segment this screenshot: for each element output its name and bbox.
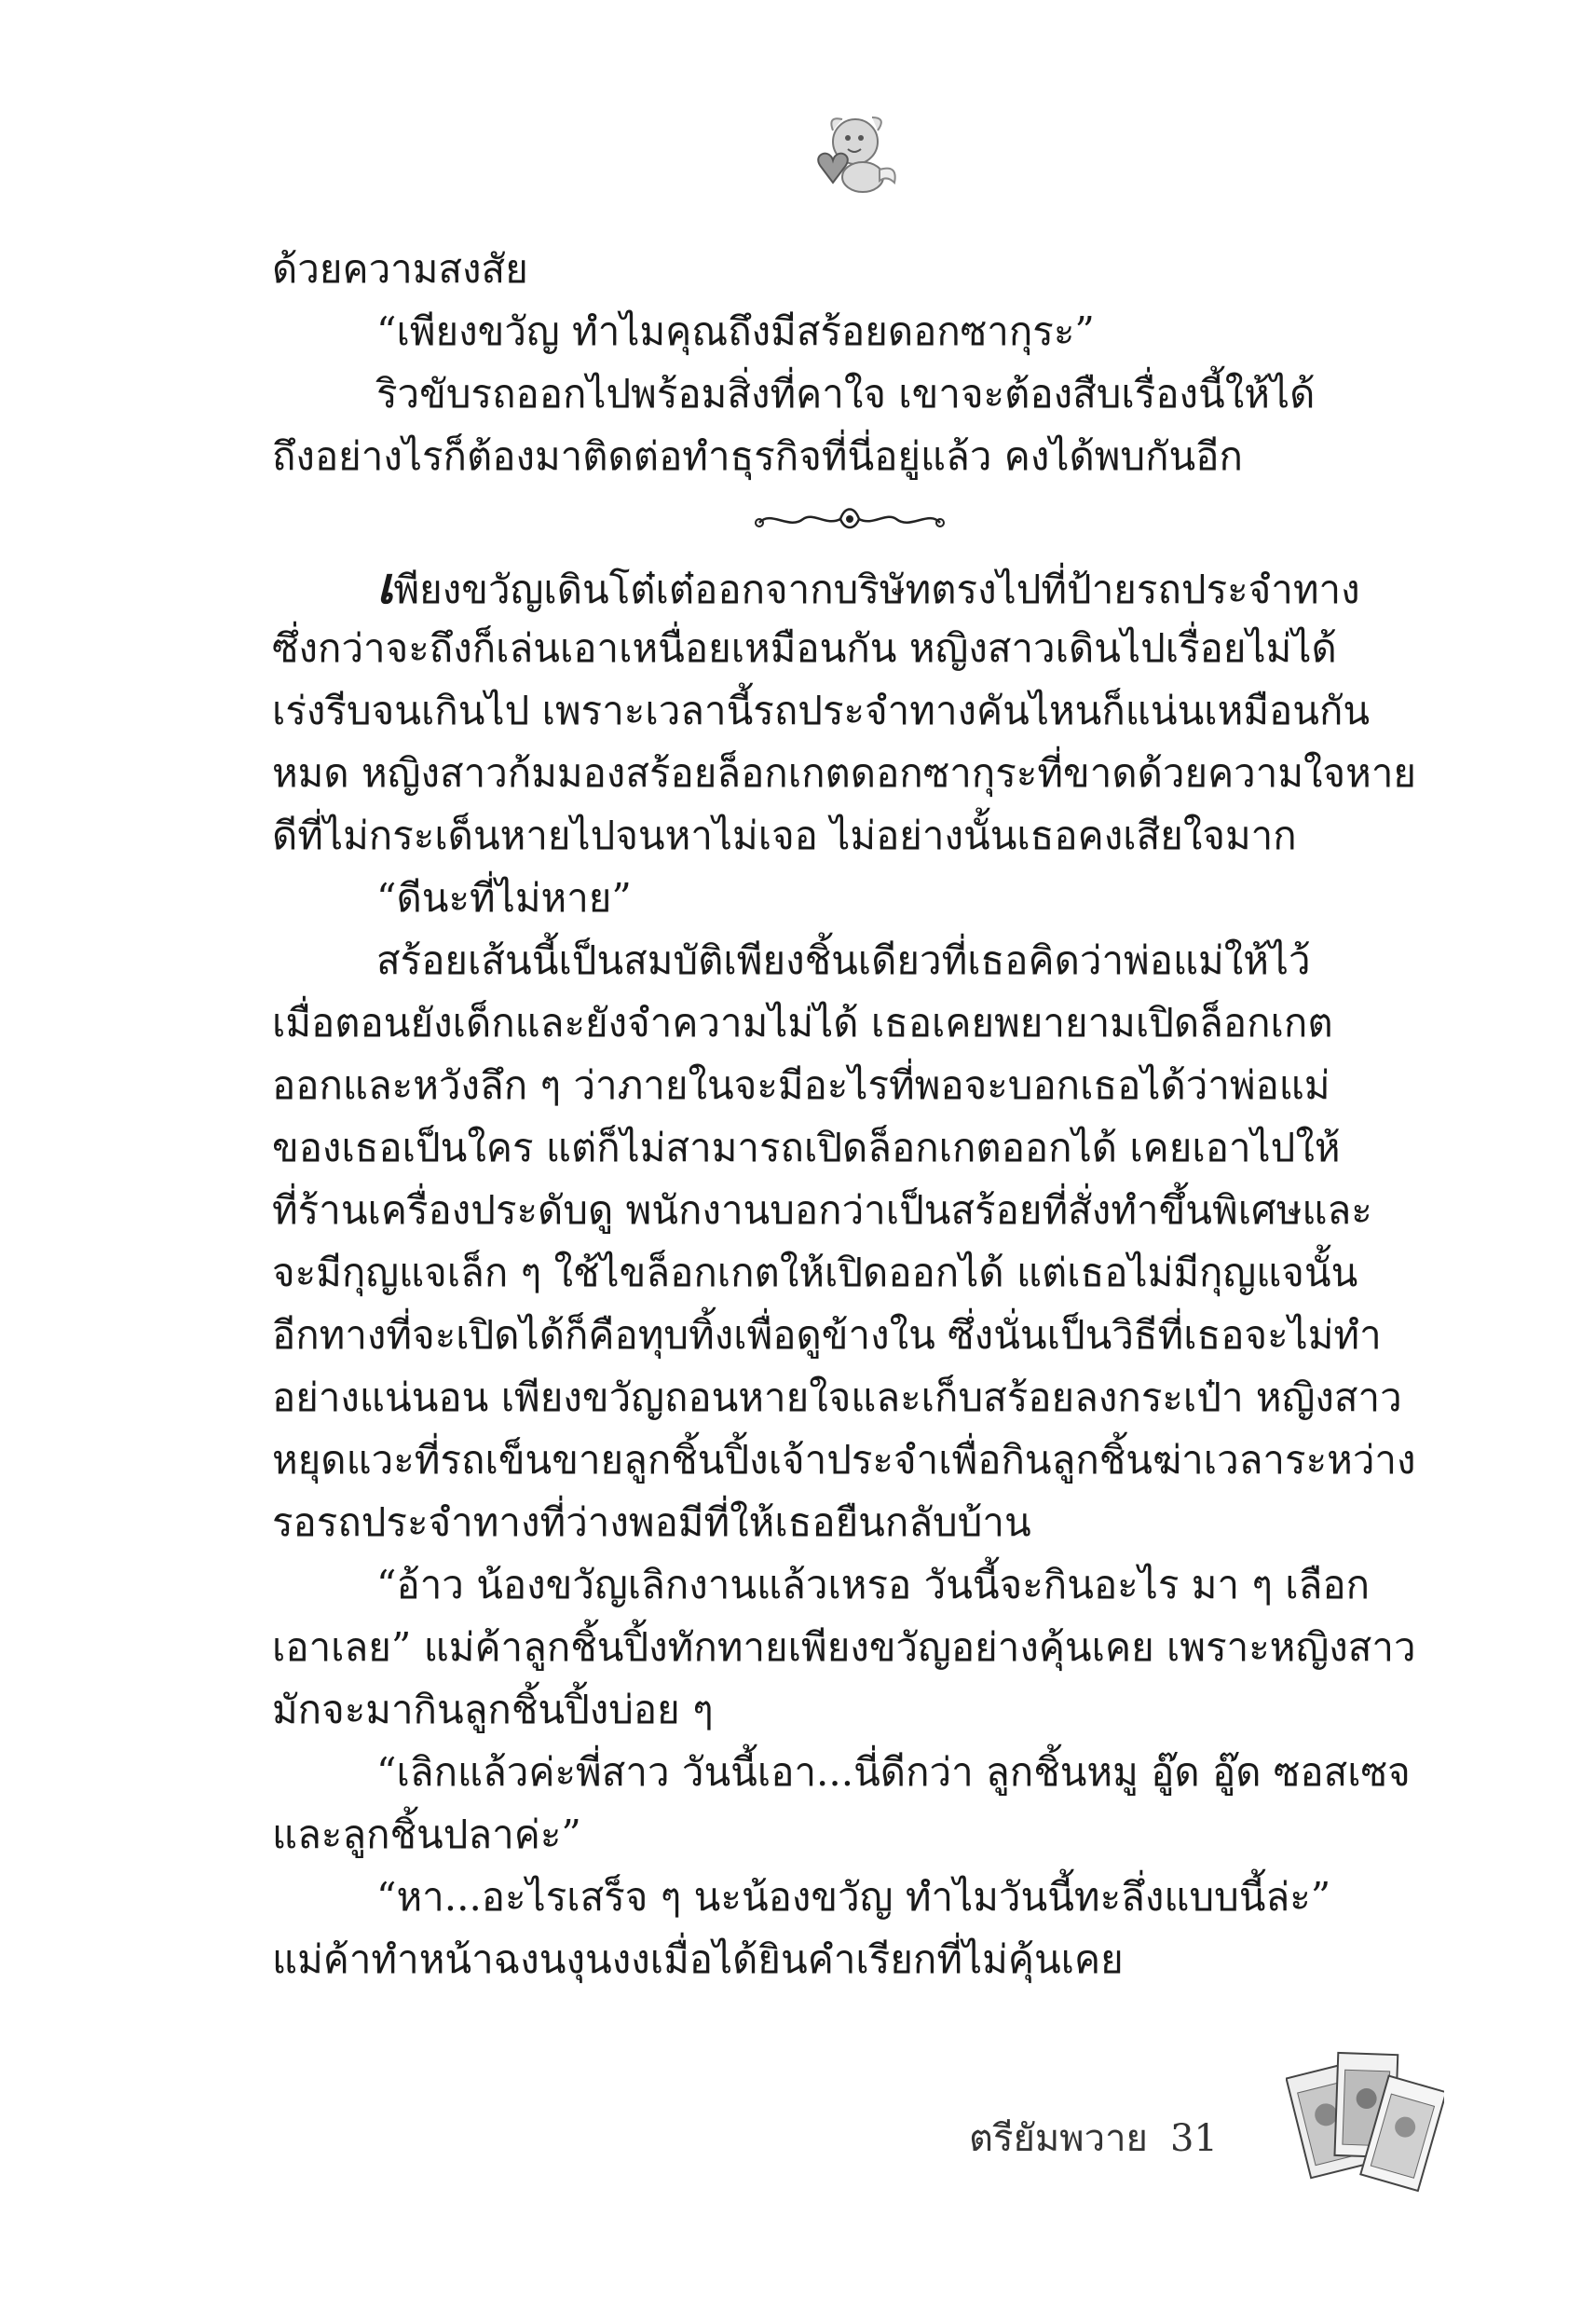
scroll-ornament-icon xyxy=(272,487,1427,554)
text-line: ด้วยความสงสัย xyxy=(272,246,528,292)
text-line: หมด หญิงสาวก้มมองสร้อยล็อกเกตดอกซากุระที่ขาดด้วยความใจหาย xyxy=(272,750,1417,796)
text-line: ซึ่งกว่าจะถึงก็เล่นเอาเหนื่อยเหมือนกัน หญิงสาวเดินไปเรื่อยไม่ได้ xyxy=(272,625,1337,671)
paragraph-line: สร้อยเส้นนี้เป็นสมบัติเพียงชิ้นเดียวที่เธอคิดว่าพ่อแม่ให้ไว้ xyxy=(376,937,1311,983)
dialogue-line: “ดีนะที่ไม่หาย” xyxy=(376,875,632,921)
text-line: ที่ร้านเครื่องประดับดู พนักงานบอกว่าเป็นสร้อยที่สั่งทำขึ้นพิเศษและ xyxy=(272,1187,1372,1233)
dialogue-line: “เพียงขวัญ ทำไมคุณถึงมีสร้อยดอกซากุระ” xyxy=(376,308,1095,354)
text-line: จะมีกุญแจเล็ก ๆ ใช้ไขล็อกเกตให้เปิดออกได้ แต่เธอไม่มีกุญแจนั้น xyxy=(272,1250,1358,1295)
text-line: เอาเลย” แม่ค้าลูกชิ้นปิ้งทักทายเพียงขวัญอย่างคุ้นเคย เพราะหญิงสาว xyxy=(272,1624,1416,1670)
page-footer xyxy=(969,2108,1218,2167)
cherub-with-heart-icon xyxy=(801,103,904,205)
text-line: หยุดแวะที่รถเข็นขายลูกชิ้นปิ้งเจ้าประจำเพื่อกินลูกชิ้นฆ่าเวลาระหว่าง xyxy=(272,1437,1416,1483)
dialogue-line: “อ้าว น้องขวัญเลิกงานแล้วเหรอ วันนี้จะกินอะไร มา ๆ เลือก xyxy=(376,1562,1371,1607)
text-line: ถึงอย่างไรก็ต้องมาติดต่อทำธุรกิจที่นี่อยู่แล้ว คงได้พบกันอีก xyxy=(272,433,1243,479)
text-line: ดีที่ไม่กระเด็นหายไปจนหาไม่เจอ ไม่อย่างนั้นเธอคงเสียใจมาก xyxy=(272,813,1297,858)
text-line: ออกและหวังลึก ๆ ว่าภายในจะมีอะไรที่พอจะบอกเธอได้ว่าพ่อแม่ xyxy=(272,1062,1330,1108)
text-line: อีกทางที่จะเปิดได้ก็คือทุบทิ้งเพื่อดูข้างใน ซึ่งนั่นเป็นวิธีที่เธอจะไม่ทำ xyxy=(272,1312,1382,1358)
text-line: เมื่อตอนยังเด็กและยังจำความไม่ได้ เธอเคยพยายามเปิดล็อกเกต xyxy=(272,1000,1333,1046)
dialogue-line: “หา...อะไรเสร็จ ๆ นะน้องขวัญ ทำไมวันนี้ทะลึ่งแบบนี้ล่ะ” xyxy=(376,1874,1331,1920)
text-line: รอรถประจำทางที่ว่างพอมีที่ให้เธอยืนกลับบ้าน xyxy=(272,1499,1031,1545)
paragraph-line xyxy=(272,554,1427,617)
drop-cap: เ xyxy=(376,555,394,615)
page-number: 31 xyxy=(1170,2117,1218,2160)
tarot-cards-icon xyxy=(1286,2041,1444,2208)
paragraph-first-line: พียงขวัญเดินโต๋เต๋ออกจากบริษัทตรงไปที่ป้ายรถประจำทาง xyxy=(393,567,1360,612)
text-line: มักจะมากินลูกชิ้นปิ้งบ่อย ๆ xyxy=(272,1687,714,1732)
text-line: อย่างแน่นอน เพียงขวัญถอนหายใจและเก็บสร้อยลงกระเป๋า หญิงสาว xyxy=(272,1374,1402,1420)
text-line: และลูกชิ้นปลาค่ะ” xyxy=(272,1812,581,1857)
text-line: เร่งรีบจนเกินไป เพราะเวลานี้รถประจำทางคันไหนก็แน่นเหมือนกัน xyxy=(272,688,1371,733)
story-text xyxy=(272,238,1427,1990)
paragraph-line: ริวขับรถออกไปพร้อมสิ่งที่คาใจ เขาจะต้องสืบเรื่องนี้ให้ได้ xyxy=(376,371,1316,417)
text-line: ของเธอเป็นใคร แต่ก็ไม่สามารถเปิดล็อกเกตออกได้ เคยเอาไปให้ xyxy=(272,1125,1341,1170)
text-line: แม่ค้าทำหน้าฉงนงุนงงเมื่อได้ยินคำเรียกที่ไม่คุ้นเคย xyxy=(272,1936,1124,1982)
dialogue-line: “เลิกแล้วค่ะพี่สาว วันนี้เอา...นี่ดีกว่า ลูกชิ้นหมู อู๊ด อู๊ด ซอสเซจ xyxy=(376,1749,1411,1795)
book-title: ตรียัมพวาย xyxy=(969,2117,1148,2160)
